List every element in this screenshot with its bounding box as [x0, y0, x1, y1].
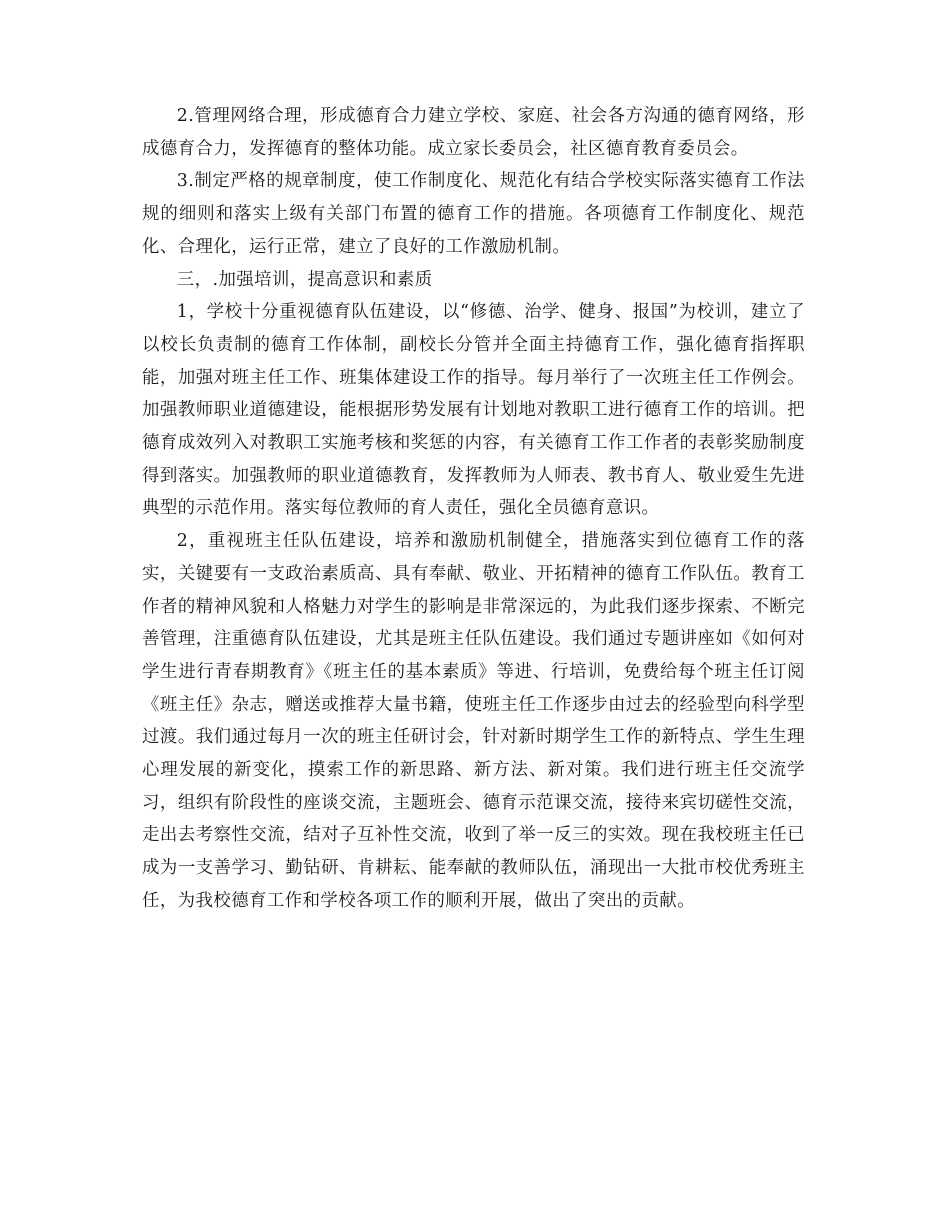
paragraph-team-building: 1，学校十分重视德育队伍建设，以“修德、治学、健身、报国”为校训，建立了以校长负责制的德育工作体制，副校长分管并全面主持德育工作，强化德育指挥职能，加强对班主任工作、班集体建设工作的指导。每月举行了一次班主任工作例会。加强教师职业道德建设，能根据形势发展有计划地对教职工进行德育工作的培训。把德育成效列入对教职工实施考核和奖惩的内容，有关德育工作工作者的表彰奖励制度得到落实。加强教师的职业道德教育，发挥教师为人师表、教书育人、敬业爱生先进典型的示范作用。落实每位教师的育人责任，强化全员德育意识。 [142, 302, 805, 519]
paragraph-regulations: 3.制定严格的规章制度，使工作制度化、规范化有结合学校实际落实德育工作法规的细则和落实上级有关部门布置的德育工作的措施。各项德育工作制度化、规范化、合理化，运行正常，建立了良好的工作激励机制。 [142, 171, 805, 257]
paragraph-network: 2.管理网络合理，形成德育合力建立学校、家庭、社会各方沟通的德育网络，形成德育合力，发挥德育的整体功能。成立家长委员会，社区德育教育委员会。 [142, 106, 805, 159]
section-heading-training: 三，.加强培训，提高意识和素质 [176, 269, 433, 290]
document-page [142, 100, 805, 918]
paragraph-head-teachers: 2，重视班主任队伍建设，培养和激励机制健全，措施落实到位德育工作的落实，关键要有一支政治素质高、具有奉献、敬业、开拓精神的德育工作队伍。教育工作者的精神风貌和人格魅力对学生的影响是非常深远的，为此我们逐步探索、不断完善管理，注重德育队伍建设，尤其是班主任队伍建设。我们通过专题讲座如《如何对学生进行青春期教育》《班主任的基本素质》等进、行培训，免费给每个班主任订阅《班主任》杂志，赠送或推荐大量书籍，使班主任工作逐步由过去的经验型向科学型过渡。我们通过每月一次的班主任研讨会，针对新时期学生工作的新特点、学生生理心理发展的新变化，摸索工作的新思路、新方法、新对策。我们进行班主任交流学习，组织有阶段性的座谈交流，主题班会、德育示范课交流，接待来宾切磋性交流，走出去考察性交流，结对子互补性交流，收到了举一反三的实效。现在我校班主任已成为一支善学习、勤钻研、肯耕耘、能奉献的教师队伍，涌现出一大批市校优秀班主任，为我校德育工作和学校各项工作的顺利开展，做出了突出的贡献。 [142, 531, 805, 911]
